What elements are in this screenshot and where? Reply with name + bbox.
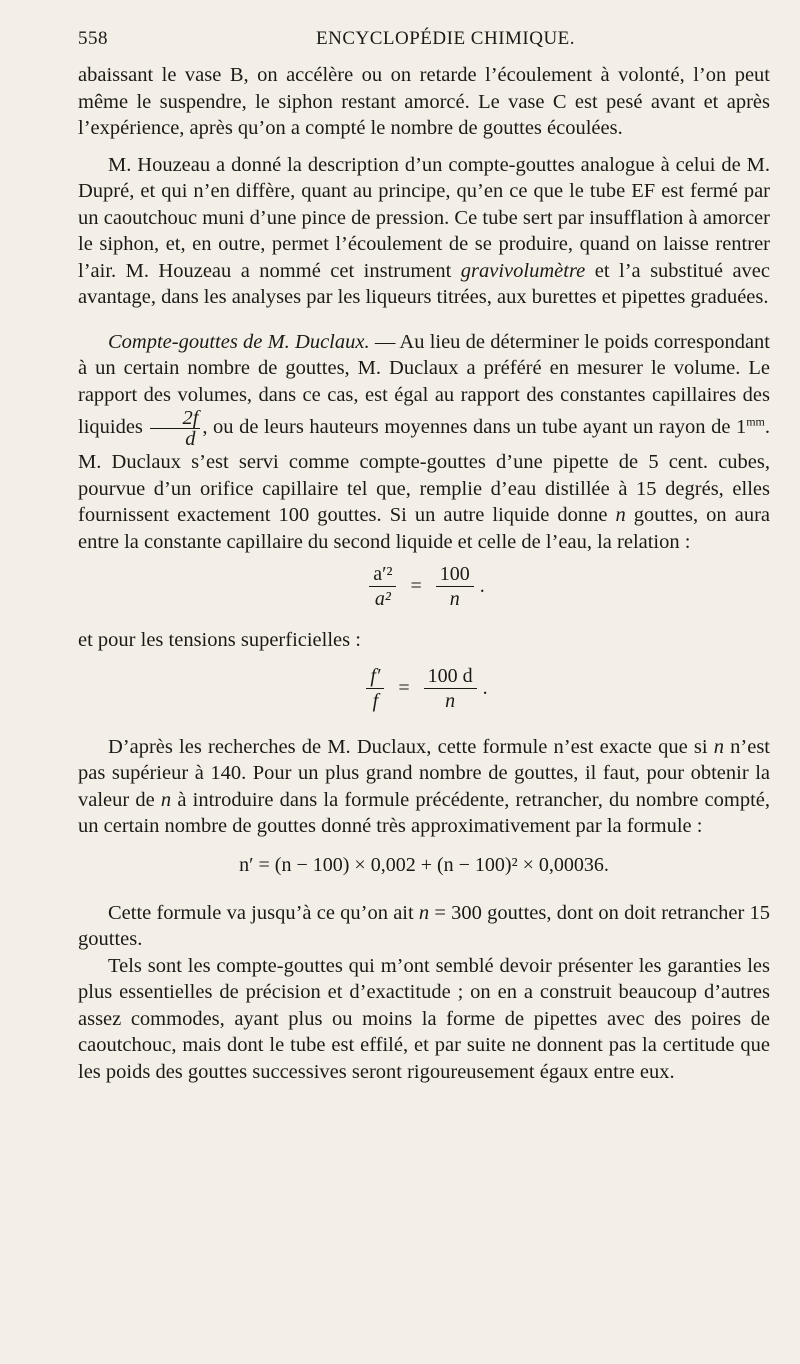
page-number: 558: [78, 28, 108, 49]
paragraph-2: M. Houzeau a donné la description d’un compte-gouttes analogue à celui de M. Dupré, et qui n’en diffère, quant au principe, qu’en ce que le tube EF est fermé par un caoutchouc muni d’une pince de pression. Ce tube sert par insufflation à amorcer le siphon, et, en outre, permet l’écoulement de se produire, quand on laisse rentrer l’air. M. Houzeau a nommé cet instrument gravivolumètre et l’a substitué avec avantage, dans les analyses par les liqueurs titrées, aux burettes et pipettes graduées.: [78, 153, 770, 308]
paragraph-6: Cette formule va jusqu’à ce qu’on ait n = 300 gouttes, dont on doit retrancher 15 gouttes.: [78, 901, 771, 950]
formula-tensions: $\frac{f'}{f}$ = $\frac{100 d}{n}$ .: [78, 654, 770, 724]
formula-correction: n′ = (n − 100) × 0,002 + (n − 100)² × 0,00036.: [239, 853, 609, 876]
page-header: [78, 28, 760, 58]
fraction-2f-over-d: $\frac{2f}{d}$: [150, 408, 200, 449]
formula-volume-ratio: $\frac{\text{a′²}}{\text{a²}}$ = $\frac{100}{n}$ .: [78, 555, 770, 617]
paragraph-5: D’après les recherches de M. Duclaux, cette formule n’est exacte que si n n’est pas supérieur à 140. Pour un plus grand nombre de gouttes, il faut, pour obtenir la valeur de n à introduire dans la formule précédente, retrancher, du nombre compté, un certain nombre de gouttes donné très approximativement par la formule :: [78, 735, 770, 837]
term-gravivolumetre: gravivolumètre: [460, 259, 586, 282]
paragraph-3: Compte-gouttes de M. Duclaux. — Au lieu de déterminer le poids correspondant à un certain nombre de gouttes, M. Duclaux a préféré en mesurer le volume. Le rapport des volumes, dans ce cas, est égal au rapport des constantes capillaires des liquides $\frac{2f}{d}$ , ou de leurs hauteurs moyennes dans un tube ayant un rayon de $1^{mm}$. M. Duclaux s’est servi comme compte-gouttes d’une pipette de 5 cent. cubes, pourvue d’un orifice capillaire tel que, remplie d’eau distillée à 15 degrés, elles fournissent exactement 100 gouttes. Si un autre liquide donne n gouttes, on aura entre la constante capillaire du second liquide et celle de l’eau, la relation :: [78, 330, 770, 553]
paragraph-1: abaissant le vase B, on accélère ou on retarde l’écoulement à volonté, l’on peut même le suspendre, le siphon restant amorcé. Le vase C est pesé avant et après l’expérience, après qu’on a compté le nombre de gouttes écoulées.: [78, 64, 770, 139]
paragraph-4: et pour les tensions superficielles :: [78, 629, 361, 651]
section-heading-duclaux: Compte-gouttes de M. Duclaux.: [108, 330, 370, 353]
running-title: ENCYCLOPÉDIE CHIMIQUE.: [316, 28, 576, 49]
page-body: [78, 62, 770, 1085]
paragraph-7: Tels sont les compte-gouttes qui m’ont semblé devoir présenter les garanties les plus essentielles de précision et d’exactitude ; on en a construit beaucoup d’autres assez commodes, ayant plus ou moins la forme de pipettes avec des poires de caoutchouc, mais dont le tube est effilé, et par suite ne donnent pas la certitude que les poids des gouttes successives seront rigoureusement égaux entre eux.: [78, 954, 770, 1083]
